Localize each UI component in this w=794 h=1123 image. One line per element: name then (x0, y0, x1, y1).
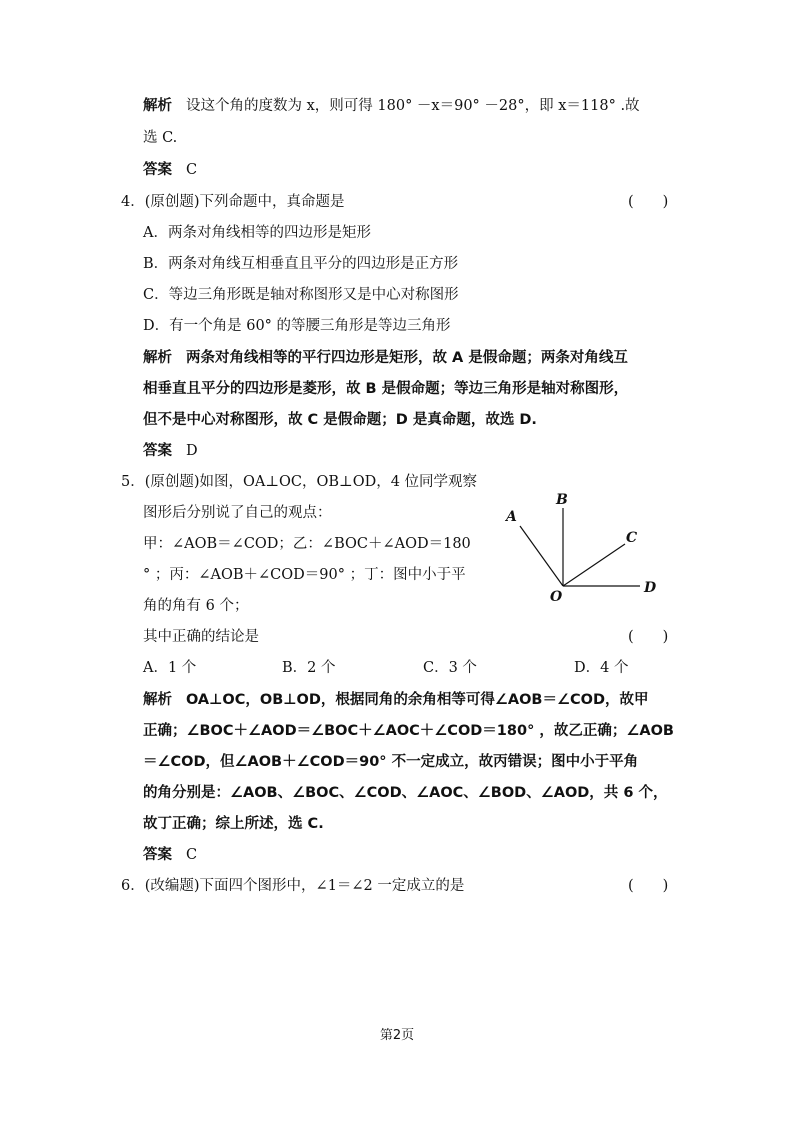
q3-answer-value: C (186, 162, 198, 178)
page-number: 第2页 (379, 1028, 415, 1043)
q4-analysis-text-1: 两条对角线相等的平行四边形是矩形，故 A 是假命题；两条对角线互 (186, 350, 628, 366)
q5-answer-parenthesis: ( ) (628, 629, 669, 645)
label-a: A (506, 509, 517, 525)
q5-analysis-label: 解析 (143, 692, 172, 708)
q6-answer-parenthesis: ( ) (628, 878, 669, 894)
q4-option-d: D．有一个角是 60° 的等腰三角形是等边三角形 (143, 318, 451, 334)
q4-analysis-line-2: 相垂直且平分的四边形是菱形，故 B 是假命题；等边三角形是轴对称图形， (143, 381, 629, 397)
q5-stem-line-4: ° ；丙：∠AOB＋∠COD＝90° ；丁：图中小于平 (143, 567, 466, 583)
q5-analysis-line-5: 故丁正确；综上所述，选 C. (143, 816, 324, 832)
label-b: B (556, 492, 568, 508)
q5-answer (143, 845, 197, 865)
q5-analysis-text-1: OA⊥OC，OB⊥OD，根据同角的余角相等可得∠AOB＝∠COD，故甲 (186, 692, 649, 708)
q3-analysis-line-1 (143, 96, 640, 116)
q4-option-a: A．两条对角线相等的四边形是矩形 (143, 225, 371, 241)
q5-stem-line-2: 图形后分别说了自己的观点： (143, 505, 332, 521)
q5-stem-line-5: 角的角有 6 个； (143, 598, 249, 614)
q6-stem: 6．(改编题)下面四个图形中，∠1＝∠2 一定成立的是 (121, 878, 465, 894)
q4-analysis-line-3: 但不是中心对称图形，故 C 是假命题；D 是真命题，故选 D. (143, 412, 537, 428)
ray-oa (520, 526, 563, 586)
label-d: D (644, 580, 657, 596)
q4-answer-label: 答案 (143, 443, 172, 459)
q5-analysis-line-3: ＝∠COD，但∠AOB＋∠COD＝90° 不一定成立，故丙错误；图中小于平角 (143, 754, 639, 770)
q5-stem-line-1: 5．(原创题)如图，OA⊥OC，OB⊥OD，4 位同学观察 (121, 474, 478, 490)
q5-analysis-line-1 (143, 690, 648, 710)
q5-option-c: C．3 个 (423, 660, 477, 676)
label-o: O (550, 589, 563, 605)
q3-analysis-line-2: 选 C. (143, 130, 178, 146)
q3-answer (143, 160, 197, 180)
q3-answer-label: 答案 (143, 162, 172, 178)
q5-answer-label: 答案 (143, 847, 172, 863)
q4-analysis-label: 解析 (143, 350, 172, 366)
q4-analysis-line-1 (143, 348, 628, 368)
q5-analysis-line-2: 正确；∠BOC＋∠AOD＝∠BOC＋∠AOC＋∠COD＝180° ，故乙正确；∠AOB (143, 723, 674, 739)
q4-option-c: C．等边三角形既是轴对称图形又是中心对称图形 (143, 287, 459, 303)
q5-stem-line-3: 甲：∠AOB＝∠COD；乙：∠BOC＋∠AOD＝180 (143, 536, 471, 552)
q5-angle-figure (500, 488, 670, 606)
q4-option-b: B．两条对角线互相垂直且平分的四边形是正方形 (143, 256, 459, 272)
label-c: C (626, 530, 638, 546)
q4-answer-value: D (186, 443, 198, 459)
ray-oc (563, 544, 625, 586)
q5-option-d: D．4 个 (574, 660, 629, 676)
q5-option-b: B．2 个 (282, 660, 336, 676)
q4-stem: 4．(原创题)下列命题中，真命题是 (121, 194, 345, 210)
q3-analysis-text-1: 设这个角的度数为 x，则可得 180° －x＝90° －28°，即 x＝118° .故 (186, 98, 640, 114)
q4-answer-parenthesis: ( ) (628, 194, 669, 210)
q5-question: 其中正确的结论是 (143, 629, 259, 645)
q5-answer-value: C (186, 847, 198, 863)
q4-answer (143, 441, 198, 461)
q5-analysis-line-4: 的角分别是：∠AOB、∠BOC、∠COD、∠AOC、∠BOD、∠AOD，共 6 个， (143, 785, 668, 801)
q3-analysis-label: 解析 (143, 98, 172, 114)
q5-option-a: A．1 个 (143, 660, 197, 676)
